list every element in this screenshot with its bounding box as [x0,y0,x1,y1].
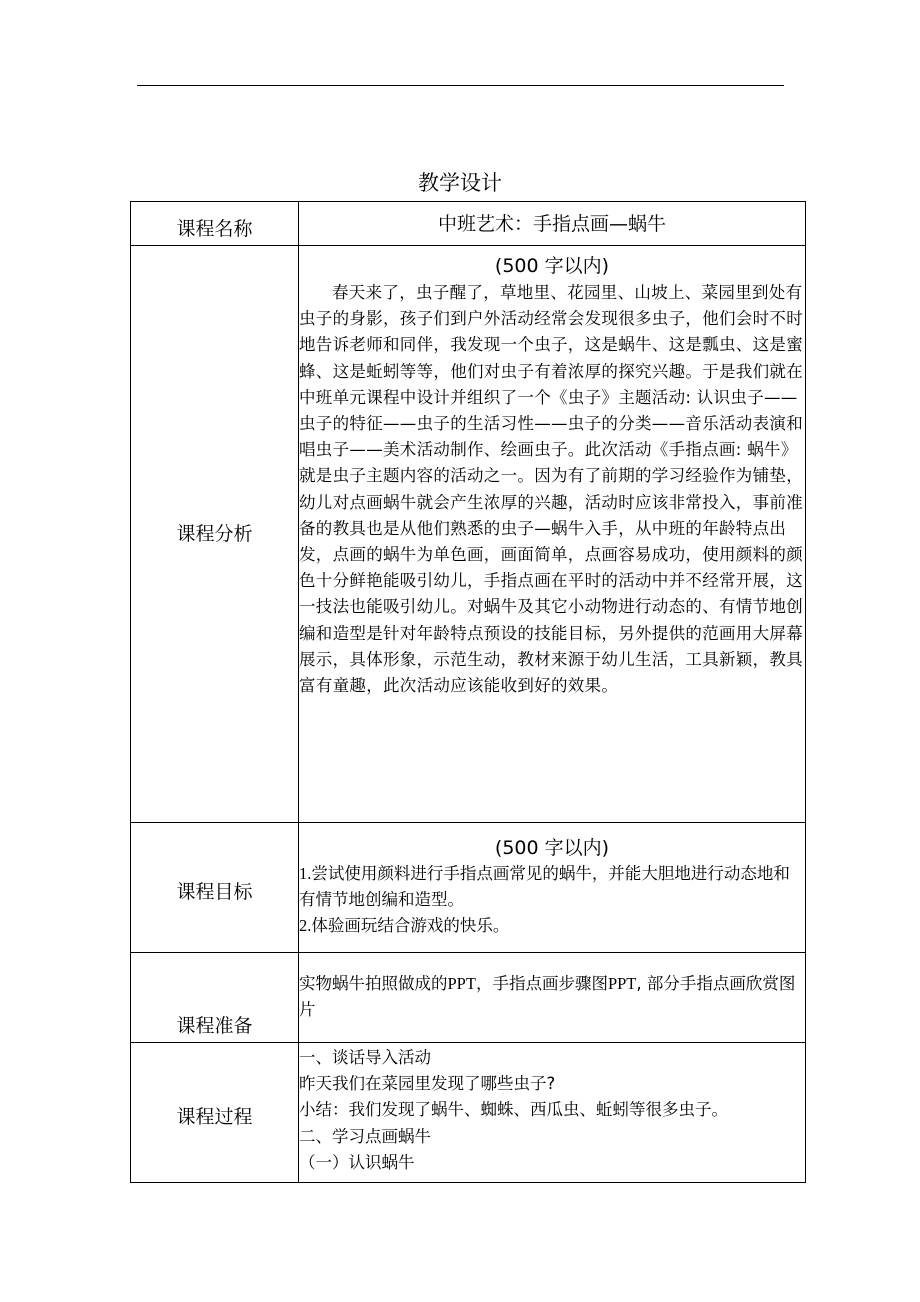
process-line: （一）认识蜗牛 [299,1152,415,1172]
analysis-label: 课程分析 [176,523,253,545]
analysis-word-limit: (500 字以内) [494,255,610,277]
process-line: 二、学习点画蜗牛 [299,1126,431,1146]
goal-item: 2.体验画玩结合游戏的快乐。 [299,916,510,936]
table-row-course-name [131,202,806,246]
row-label [131,953,299,1043]
preparation-label: 课程准备 [176,1015,253,1037]
goals-word-limit: (500 字以内) [494,837,610,859]
table-row-goals [131,823,806,953]
row-label [131,202,299,246]
process-line: 小结：我们发现了蜗牛、蜘蛛、西瓜虫、蚯蚓等很多虫子。 [299,1100,728,1120]
course-name-value: 中班艺术：手指点画—蜗牛 [437,213,666,235]
process-line: 昨天我们在菜园里发现了哪些虫子? [299,1074,556,1094]
preparation-text: 实物蜗牛拍照做成的PPT，手指点画步骤图PPT, 部分手指点画欣赏图片 [299,974,796,1020]
course-name-cell [299,202,806,246]
preparation-cell [299,953,806,1043]
goals-cell [299,823,806,953]
process-label: 课程过程 [176,1106,253,1128]
process-cell [299,1043,806,1183]
course-name-label: 课程名称 [176,218,253,240]
row-label [131,1043,299,1183]
process-line: 一、谈话导入活动 [299,1048,431,1067]
goal-item: 1.尝试使用颜料进行手指点画常见的蜗牛，并能大胆地进行动态地和有情节地创编和造型。 [299,864,790,910]
table-row-process [131,1043,806,1183]
analysis-cell [299,246,806,823]
analysis-text: 春天来了，虫子醒了，草地里、花园里、山坡上、菜园里到处有虫子的身影，孩子们到户外活动经常会发现很多虫子，他们会时不时地告诉老师和同伴，我发现一个虫子，这是蜗牛、这是瓢虫、这是蜜蜂、这是蚯蚓等等，他们对虫子有着浓厚的探究兴趣。于是我们就在中班单元课程中设计并组织了一个《虫子》主题活动: 认识虫子——虫子的特征——虫子的生活习性——虫子的分类——音乐活动表演和唱虫子——美术活动制作、绘画虫子。此次活动《手指点画: 蜗牛》就是虫子主题内容的活动之一。因为有了前期的学习经验作为铺垫，幼儿对点画蜗牛就会产生浓厚的兴趣，活动时应该非常投入，事前准备的教具也是从他们熟悉的虫子—蜗牛入手，从中班的年龄特点出发，点画的蜗牛为单色画，画面简单，点画容易成功，使用颜料的颜色十分鲜艳能吸引幼儿，手指点画在平时的活动中并不经常开展，这一技法也能吸引幼儿。对蜗牛及其它小动物进行动态的、有情节地创编和造型是针对年龄特点预设的技能目标，另外提供的范画用大屏幕展示，具体形象，示范生动，教材来源于幼儿生活，工具新颖，教具富有童趣，此次活动应该能收到好的效果。 [299,283,803,696]
row-label [131,823,299,953]
lesson-plan-table [130,201,806,1183]
table-row-preparation [131,953,806,1043]
document-title: 教学设计 [418,171,502,195]
goals-label: 课程目标 [176,881,253,903]
row-label [131,246,299,823]
header-rule [137,85,784,86]
table-row-analysis [131,246,806,823]
